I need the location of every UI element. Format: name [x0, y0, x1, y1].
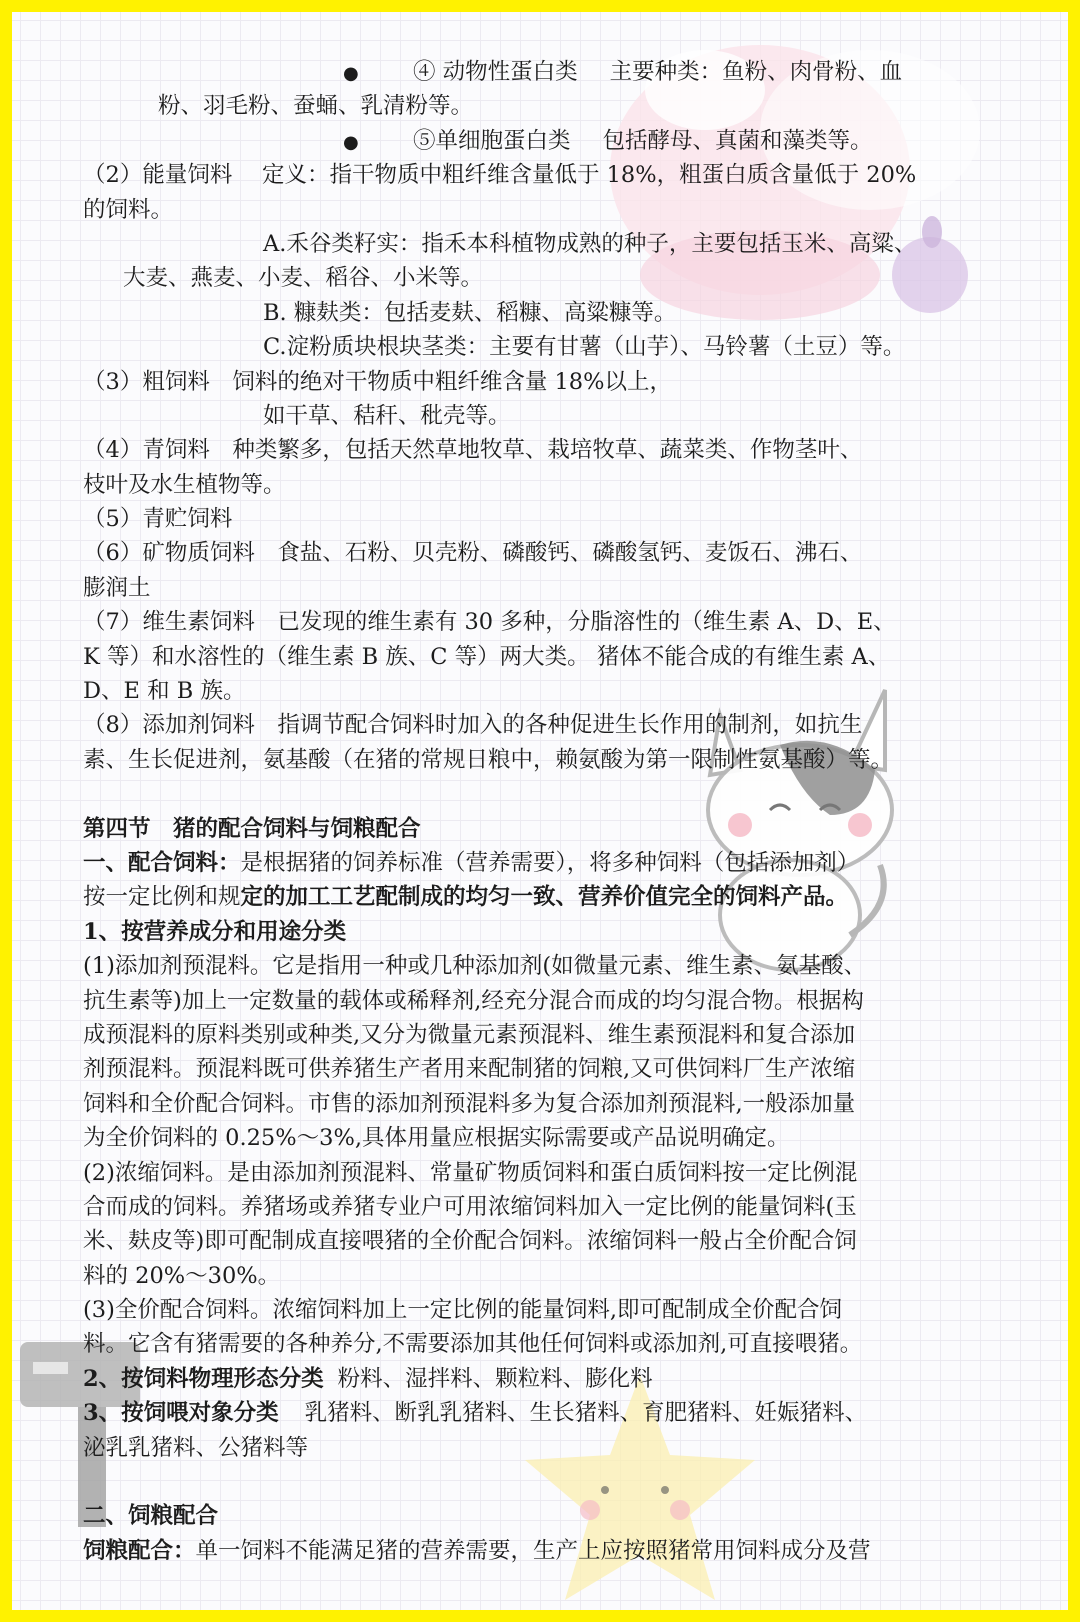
energy-line-1: （2）能量饲料 定义：指干物质中粗纤维含量低于 18%，粗蛋白质含量低于 20% [83, 162, 917, 189]
single-cell-desc: 包括酵母、真菌和藻类等。 [602, 127, 873, 154]
complete-feed-line: (3)全价配合饲料。浓缩饲料加上一定比例的能量饲料,即可配制成全价配合饲 [83, 1297, 843, 1324]
ration-label: 饲粮配合： [83, 1537, 196, 1564]
class2-title: 2、按饲料物理形态分类 [83, 1365, 324, 1392]
vitamin-line-3: D、E 和 B 族。 [83, 678, 246, 705]
premix-line: 抗生素等)加上一定数量的载体或稀释剂,经充分混合而成的均匀混合物。根据构 [83, 987, 864, 1014]
mineral-line-1: （6）矿物质饲料 食盐、石粉、贝壳粉、磷酸钙、磷酸氢钙、麦饭石、沸石、 [83, 540, 863, 567]
complete-feed-line: 料。它含有猪需要的各种养分,不需要添加其他任何饲料或添加剂,可直接喂猪。 [83, 1331, 863, 1358]
ration-title: 二、饲粮配合 [83, 1503, 219, 1530]
single-cell-title: ⑤单细胞蛋白类 [413, 127, 571, 154]
additive-line-1: （8）添加剂饲料 指调节配合饲料时加入的各种促进生长作用的制剂，如抗生 [83, 712, 863, 739]
animal-protein-line [83, 55, 1000, 89]
concentrate-line: 料的 20%～30%。 [83, 1262, 281, 1289]
green-line-1: （4）青饲料 种类繁多，包括天然草地牧草、栽培牧草、蔬菜类、作物茎叶、 [83, 437, 863, 464]
single-cell-line [83, 124, 1000, 158]
compound-feed-def-1 [83, 846, 1000, 880]
class1-title: 1、按营养成分和用途分类 [83, 918, 347, 945]
premix-line: 为全价饲料的 0.25%～3%,具体用量应根据实际需要或产品说明确定。 [83, 1125, 790, 1152]
section-title: 第四节 猪的配合饲料与饲粮配合 [83, 815, 421, 842]
bullet: ● [343, 63, 359, 84]
concentrate-line: 米、麸皮等)即可配制成直接喂猪的全价配合饲料。浓缩饲料一般占全价配合饲 [83, 1228, 857, 1255]
class3-title: 3、按饲喂对象分类 [83, 1400, 279, 1427]
mineral-line-2: 膨润土 [83, 574, 151, 601]
concentrate-line: 合而成的饲料。养猪场或养猪专业户可用浓缩饲料加入一定比例的能量饲料(玉 [83, 1193, 857, 1220]
compound-feed-def-2 [83, 880, 1000, 914]
document-body [83, 55, 1000, 1568]
roughage-line-1: （3）粗饲料 饲料的绝对干物质中粗纤维含量 18%以上， [83, 368, 672, 395]
class3-desc: 乳猪料、断乳乳猪料、生长猪料、育肥猪料、妊娠猪料、 [304, 1400, 868, 1427]
premix-line: (1)添加剂预混料。它是指用一种或几种添加剂(如微量元素、维生素、氨基酸、 [83, 953, 867, 980]
compound-feed-def-text: 是根据猪的饲养标准（营养需要），将多种饲料（包括添加剂） [240, 849, 860, 876]
energy-c-line: C.淀粉质块根块茎类：主要有甘薯（山芋）、马铃薯（土豆）等。 [263, 334, 906, 361]
green-line-2: 枝叶及水生植物等。 [83, 471, 286, 498]
compound-feed-def-2a: 按一定比例和规 [83, 884, 241, 911]
class2-line [83, 1362, 1000, 1396]
ration-desc: 单一饲料不能满足猪的营养需要，生产上应按照猪常用饲料成分及营 [195, 1537, 871, 1564]
compound-feed-label: 一、配合饲料： [83, 849, 241, 876]
energy-a-line-2: 大麦、燕麦、小麦、稻谷、小米等。 [123, 265, 484, 292]
animal-protein-title: ④ 动物性蛋白类 [413, 59, 578, 85]
premix-line: 剂预混料。预混料既可供养猪生产者用来配制猪的饲粮,又可供饲料厂生产浓缩 [83, 1056, 856, 1083]
vitamin-line-1: （7）维生素饲料 已发现的维生素有 30 多种，分脂溶性的（维生素 A、D、E、 [83, 609, 896, 636]
vitamin-line-2: K 等）和水溶性的（维生素 B 族、C 等）两大类。 猪体不能合成的有维生素 A、 [83, 643, 891, 670]
concentrate-line: (2)浓缩饲料。是由添加剂预混料、常量矿物质饲料和蛋白质饲料按一定比例混 [83, 1159, 858, 1186]
silage-line: （5）青贮饲料 [83, 506, 233, 533]
premix-line: 成预混料的原料类别或种类,又分为微量元素预混料、维生素预混料和复合添加 [83, 1021, 856, 1048]
additive-line-2: 素、生长促进剂，氨基酸（在猪的常规日粮中，赖氨酸为第一限制性氨基酸）等。 [83, 746, 894, 773]
class2-desc: 粉料、湿拌料、颗粒料、膨化料 [337, 1365, 653, 1392]
premix-line: 饲料和全价配合饲料。市售的添加剂预混料多为复合添加剂预混料,一般添加量 [83, 1090, 856, 1117]
class3-cont: 泌乳乳猪料、公猪料等 [83, 1434, 309, 1461]
class3-line [83, 1396, 1000, 1430]
ration-line [83, 1534, 1000, 1568]
bullet: ● [343, 131, 359, 153]
energy-b-line: B. 糠麸类：包括麦麸、稻糠、高粱糠等。 [263, 299, 677, 326]
animal-protein-desc: 主要种类：鱼粉、肉骨粉、血 [609, 59, 903, 85]
compound-feed-def-2b: 定的加工工艺配制成的均匀一致、营养价值完全的饲料产品。 [240, 884, 849, 911]
roughage-line-2: 如干草、秸秆、秕壳等。 [263, 402, 511, 429]
energy-line-2: 的饲料。 [83, 196, 174, 223]
energy-a-line-1: A.禾谷类籽实：指禾本科植物成熟的种子，主要包括玉米、高粱、 [263, 230, 917, 257]
animal-protein-cont: 粉、羽毛粉、蚕蛹、乳清粉等。 [158, 93, 474, 120]
